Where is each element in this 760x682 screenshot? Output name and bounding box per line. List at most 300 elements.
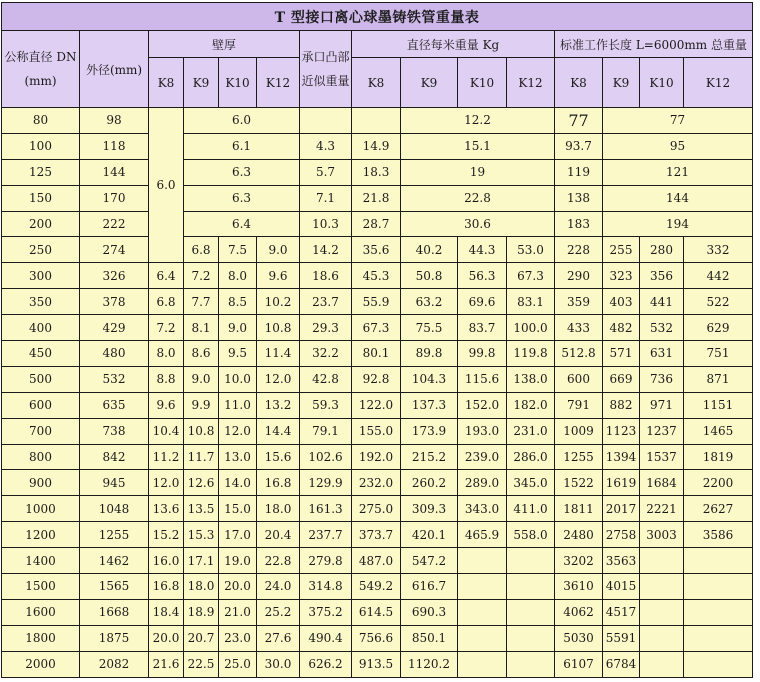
wall-common-cell: 6.3 (184, 185, 300, 211)
wall-cell: 13.5 (184, 496, 219, 522)
total-cell: 2200 (684, 470, 753, 496)
weight-cell: 343.0 (458, 496, 507, 522)
weight-common-cell: 22.8 (401, 185, 555, 211)
wall-cell: 18.0 (184, 574, 219, 600)
od-cell: 1875 (80, 625, 149, 651)
total-common-cell: 121 (603, 159, 753, 185)
total-cell: 1394 (603, 444, 640, 470)
socket-weight-cell: 490.4 (300, 625, 352, 651)
total-cell: 442 (684, 263, 753, 289)
od-cell: 1668 (80, 599, 149, 625)
weight-k8-cell: 28.7 (352, 211, 401, 237)
title-row (2, 3, 753, 31)
weight-common-cell: 15.1 (401, 133, 555, 159)
wall-cell: 7.5 (219, 237, 257, 263)
total-cell: 6107 (555, 651, 603, 677)
table-row (2, 470, 753, 496)
weight-cell: 44.3 (458, 237, 507, 263)
weight-k8-cell: 21.8 (352, 185, 401, 211)
weight-cell: 69.6 (458, 289, 507, 315)
weight-cell: 67.3 (507, 263, 555, 289)
weight-cell: 92.8 (352, 366, 401, 392)
wall-cell: 11.0 (219, 392, 257, 418)
dn-cell: 2000 (2, 651, 80, 677)
wall-cell: 15.3 (184, 522, 219, 548)
socket-weight-cell: 32.2 (300, 341, 352, 367)
table-row (2, 548, 753, 574)
total-cell: 1465 (684, 418, 753, 444)
table-row (2, 625, 753, 651)
weight-cell (507, 651, 555, 677)
total-cell (640, 651, 684, 677)
total-cell: 532 (640, 315, 684, 341)
table-row (2, 599, 753, 625)
wall-cell: 11.2 (149, 444, 184, 470)
total-cell (684, 574, 753, 600)
od-cell: 118 (80, 133, 149, 159)
table-row (2, 185, 753, 211)
dn-header: 公称直径 DN (mm) (2, 31, 80, 108)
weight-cell: 193.0 (458, 418, 507, 444)
weight-cell: 547.2 (401, 548, 458, 574)
wall-cell: 10.8 (257, 315, 300, 341)
total-k8-cell: 119 (555, 159, 603, 185)
total-cell: 1684 (640, 470, 684, 496)
od-cell: 222 (80, 211, 149, 237)
total-cell: 2480 (555, 522, 603, 548)
total-cell: 5591 (603, 625, 640, 651)
weight-cell: 83.7 (458, 315, 507, 341)
wall-cell: 10.8 (184, 418, 219, 444)
od-cell: 98 (80, 108, 149, 134)
weight-common-cell: 30.6 (401, 211, 555, 237)
table-row (2, 574, 753, 600)
socket-weight-cell: 29.3 (300, 315, 352, 341)
total-cell: 228 (555, 237, 603, 263)
wall-cell: 15.6 (257, 444, 300, 470)
weight-common-cell: 19 (401, 159, 555, 185)
pipe-weight-table (1, 2, 753, 678)
wall-class-k9: K9 (184, 58, 219, 108)
total-cell: 1123 (603, 418, 640, 444)
wall-cell: 7.7 (184, 289, 219, 315)
total-cell: 6784 (603, 651, 640, 677)
od-cell: 2082 (80, 651, 149, 677)
dn-cell: 1800 (2, 625, 80, 651)
dn-cell: 150 (2, 185, 80, 211)
weight-cell: 152.0 (458, 392, 507, 418)
total-cell: 571 (603, 341, 640, 367)
wall-cell: 21.6 (149, 651, 184, 677)
wall-cell: 8.1 (184, 315, 219, 341)
wall-cell: 14.0 (219, 470, 257, 496)
total-cell: 3610 (555, 574, 603, 600)
wall-cell: 9.0 (184, 366, 219, 392)
od-cell: 326 (80, 263, 149, 289)
dn-cell: 250 (2, 237, 80, 263)
od-cell: 429 (80, 315, 149, 341)
wall-cell: 9.0 (219, 315, 257, 341)
socket-weight-cell: 237.7 (300, 522, 352, 548)
weight-cell: 850.1 (401, 625, 458, 651)
od-cell: 532 (80, 366, 149, 392)
total-cell: 512.8 (555, 341, 603, 367)
dn-cell: 1600 (2, 599, 80, 625)
dn-cell: 1200 (2, 522, 80, 548)
wall-cell: 20.0 (149, 625, 184, 651)
od-cell: 480 (80, 341, 149, 367)
dn-cell: 400 (2, 315, 80, 341)
total-cell: 482 (603, 315, 640, 341)
total-cell: 882 (603, 392, 640, 418)
weight-cell: 83.1 (507, 289, 555, 315)
weight-cell (458, 574, 507, 600)
total-cell: 403 (603, 289, 640, 315)
weight-cell: 53.0 (507, 237, 555, 263)
table-row (2, 108, 753, 134)
dn-cell: 800 (2, 444, 80, 470)
weight-cell: 63.2 (401, 289, 458, 315)
wall-cell: 6.8 (149, 289, 184, 315)
od-cell: 1255 (80, 522, 149, 548)
total-cell: 433 (555, 315, 603, 341)
total-k8-cell: 77 (555, 108, 603, 134)
weight-cell: 1120.2 (401, 651, 458, 677)
weight-cell: 690.3 (401, 599, 458, 625)
socket-weight-cell: 59.3 (300, 392, 352, 418)
wall-cell: 6.8 (184, 237, 219, 263)
od-cell: 274 (80, 237, 149, 263)
total-cell: 4015 (603, 574, 640, 600)
total-cell: 2221 (640, 496, 684, 522)
table-row (2, 263, 753, 289)
wall-common-cell: 6.3 (184, 159, 300, 185)
total-cell: 441 (640, 289, 684, 315)
weight-cell: 45.3 (352, 263, 401, 289)
total-cell: 600 (555, 366, 603, 392)
table-row (2, 211, 753, 237)
od-header: 外径(mm) (80, 31, 149, 108)
table-row (2, 392, 753, 418)
table-row (2, 237, 753, 263)
wall-cell: 17.0 (219, 522, 257, 548)
weight-cell (507, 625, 555, 651)
weight-k8-cell: 14.9 (352, 133, 401, 159)
od-cell: 378 (80, 289, 149, 315)
weight-cell (458, 548, 507, 574)
wall-cell: 18.0 (257, 496, 300, 522)
wall-cell: 20.0 (219, 574, 257, 600)
wall-cell: 10.2 (257, 289, 300, 315)
total-cell: 669 (603, 366, 640, 392)
weight-cell: 104.3 (401, 366, 458, 392)
wall-cell: 10.0 (219, 366, 257, 392)
total-cell: 871 (684, 366, 753, 392)
total-class-k9: K9 (603, 58, 640, 108)
socket-weight-cell: 7.1 (300, 185, 352, 211)
wall-cell: 25.0 (219, 651, 257, 677)
table-title: T 型接口离心球墨铸铁管重量表 (2, 3, 753, 31)
wall-cell: 30.0 (257, 651, 300, 677)
socket-weight-cell: 23.7 (300, 289, 352, 315)
weight-cell: 913.5 (352, 651, 401, 677)
wall-cell: 10.4 (149, 418, 184, 444)
wall-cell: 19.0 (219, 548, 257, 574)
total-k8-cell: 138 (555, 185, 603, 211)
weight-cell: 420.1 (401, 522, 458, 548)
weight-cell: 100.0 (507, 315, 555, 341)
dn-cell: 450 (2, 341, 80, 367)
weight-cell: 239.0 (458, 444, 507, 470)
socket-weight-cell: 375.2 (300, 599, 352, 625)
total-cell: 751 (684, 341, 753, 367)
total-cell (684, 651, 753, 677)
weight-cell: 122.0 (352, 392, 401, 418)
wall-cell: 14.4 (257, 418, 300, 444)
socket-weight-cell (300, 108, 352, 134)
wall-cell: 13.2 (257, 392, 300, 418)
total-cell (684, 599, 753, 625)
weight-cell (507, 574, 555, 600)
weight-cell: 115.6 (458, 366, 507, 392)
wall-cell: 20.7 (184, 625, 219, 651)
weight-cell: 137.3 (401, 392, 458, 418)
wall-cell: 9.9 (184, 392, 219, 418)
weight-cell: 309.3 (401, 496, 458, 522)
wall-cell: 7.2 (184, 263, 219, 289)
total-cell: 522 (684, 289, 753, 315)
socket-weight-cell: 10.3 (300, 211, 352, 237)
table-row (2, 418, 753, 444)
weight-cell: 192.0 (352, 444, 401, 470)
table-row (2, 315, 753, 341)
od-cell: 945 (80, 470, 149, 496)
total-k8-cell: 183 (555, 211, 603, 237)
weight-cell (458, 625, 507, 651)
socket-weight-cell: 79.1 (300, 418, 352, 444)
wall-cell: 24.0 (257, 574, 300, 600)
weight-cell: 182.0 (507, 392, 555, 418)
wall-class-k12: K12 (257, 58, 300, 108)
dn-cell: 80 (2, 108, 80, 134)
weight-class-k10: K10 (458, 58, 507, 108)
dn-cell: 1000 (2, 496, 80, 522)
wall-cell: 8.6 (184, 341, 219, 367)
wall-cell: 22.5 (184, 651, 219, 677)
dn-cell: 700 (2, 418, 80, 444)
wall-common-cell: 6.4 (184, 211, 300, 237)
weight-cell: 89.8 (401, 341, 458, 367)
weight-cell: 119.8 (507, 341, 555, 367)
dn-cell: 350 (2, 289, 80, 315)
socket-weight-header: 承口凸部近似重量 (300, 31, 352, 108)
weight-cell: 289.0 (458, 470, 507, 496)
weight-cell: 138.0 (507, 366, 555, 392)
table-row (2, 341, 753, 367)
socket-weight-cell: 42.8 (300, 366, 352, 392)
dn-cell: 500 (2, 366, 80, 392)
total-common-cell: 194 (603, 211, 753, 237)
total-cell: 280 (640, 237, 684, 263)
total-cell: 4062 (555, 599, 603, 625)
socket-weight-cell: 626.2 (300, 651, 352, 677)
total-cell: 3586 (684, 522, 753, 548)
weight-cell: 549.2 (352, 574, 401, 600)
wall-cell: 13.6 (149, 496, 184, 522)
wall-cell: 16.0 (149, 548, 184, 574)
weight-common-cell: 12.2 (401, 108, 555, 134)
weight-k8-cell (352, 108, 401, 134)
wall-cell: 25.2 (257, 599, 300, 625)
wall-cell: 9.5 (219, 341, 257, 367)
total-cell: 2627 (684, 496, 753, 522)
weight-cell: 345.0 (507, 470, 555, 496)
weight-cell (458, 651, 507, 677)
wall-cell: 8.0 (219, 263, 257, 289)
total-cell (684, 548, 753, 574)
wall-cell: 17.1 (184, 548, 219, 574)
wall-cell: 6.4 (149, 263, 184, 289)
weight-cell: 614.5 (352, 599, 401, 625)
total-cell: 1255 (555, 444, 603, 470)
weight-cell: 260.2 (401, 470, 458, 496)
total-cell: 2017 (603, 496, 640, 522)
per-meter-weight-header: 直径每米重量 Kg (352, 31, 555, 58)
total-common-cell: 144 (603, 185, 753, 211)
od-cell: 170 (80, 185, 149, 211)
total-cell (640, 548, 684, 574)
total-cell: 5030 (555, 625, 603, 651)
total-cell: 255 (603, 237, 640, 263)
total-cell: 356 (640, 263, 684, 289)
socket-weight-cell: 14.2 (300, 237, 352, 263)
dn-cell: 200 (2, 211, 80, 237)
total-class-k8: K8 (555, 58, 603, 108)
weight-cell: 40.2 (401, 237, 458, 263)
wall-cell: 9.0 (257, 237, 300, 263)
weight-cell: 465.9 (458, 522, 507, 548)
od-cell: 635 (80, 392, 149, 418)
total-cell: 3202 (555, 548, 603, 574)
total-cell: 1619 (603, 470, 640, 496)
weight-cell: 215.2 (401, 444, 458, 470)
total-cell: 3003 (640, 522, 684, 548)
wall-cell: 22.8 (257, 548, 300, 574)
total-cell: 1819 (684, 444, 753, 470)
total-cell: 2758 (603, 522, 640, 548)
total-cell: 4517 (603, 599, 640, 625)
dn-cell: 1400 (2, 548, 80, 574)
weight-class-k12: K12 (507, 58, 555, 108)
weight-cell: 35.6 (352, 237, 401, 263)
wall-cell: 20.4 (257, 522, 300, 548)
socket-weight-cell: 4.3 (300, 133, 352, 159)
table-body (2, 3, 753, 678)
total-cell: 1009 (555, 418, 603, 444)
od-cell: 738 (80, 418, 149, 444)
total-cell: 290 (555, 263, 603, 289)
dn-cell: 900 (2, 470, 80, 496)
weight-cell: 286.0 (507, 444, 555, 470)
wall-cell: 12.6 (184, 470, 219, 496)
total-cell (640, 574, 684, 600)
weight-cell: 155.0 (352, 418, 401, 444)
weight-cell: 487.0 (352, 548, 401, 574)
total-cell: 323 (603, 263, 640, 289)
weight-class-k9: K9 (401, 58, 458, 108)
weight-cell: 80.1 (352, 341, 401, 367)
od-cell: 1048 (80, 496, 149, 522)
table-row (2, 133, 753, 159)
table-row (2, 159, 753, 185)
weight-cell: 99.8 (458, 341, 507, 367)
total-cell (640, 625, 684, 651)
wall-cell: 15.0 (219, 496, 257, 522)
total-k8-cell: 93.7 (555, 133, 603, 159)
total-cell: 971 (640, 392, 684, 418)
dn-cell: 600 (2, 392, 80, 418)
total-cell: 3563 (603, 548, 640, 574)
weight-cell (458, 599, 507, 625)
total-cell: 1811 (555, 496, 603, 522)
socket-weight-cell: 5.7 (300, 159, 352, 185)
weight-cell: 231.0 (507, 418, 555, 444)
wall-cell: 27.6 (257, 625, 300, 651)
header-row-1 (2, 31, 753, 58)
socket-weight-cell: 279.8 (300, 548, 352, 574)
weight-cell: 373.7 (352, 522, 401, 548)
weight-cell (507, 599, 555, 625)
total-weight-header: 标准工作长度 L=6000mm 总重量 (555, 31, 753, 58)
table-row (2, 522, 753, 548)
wall-cell: 9.6 (149, 392, 184, 418)
total-cell: 631 (640, 341, 684, 367)
wall-cell: 9.6 (257, 263, 300, 289)
total-cell: 332 (684, 237, 753, 263)
od-cell: 842 (80, 444, 149, 470)
weight-cell: 50.8 (401, 263, 458, 289)
total-cell (640, 599, 684, 625)
total-class-k12: K12 (684, 58, 753, 108)
wall-cell: 7.2 (149, 315, 184, 341)
wall-cell: 18.9 (184, 599, 219, 625)
dn-cell: 300 (2, 263, 80, 289)
socket-weight-cell: 102.6 (300, 444, 352, 470)
dn-cell: 1500 (2, 574, 80, 600)
total-cell: 359 (555, 289, 603, 315)
wall-cell: 16.8 (257, 470, 300, 496)
weight-k8-cell: 18.3 (352, 159, 401, 185)
weight-cell: 558.0 (507, 522, 555, 548)
total-cell: 629 (684, 315, 753, 341)
weight-class-k8: K8 (352, 58, 401, 108)
od-cell: 144 (80, 159, 149, 185)
weight-cell: 173.9 (401, 418, 458, 444)
dn-cell: 100 (2, 133, 80, 159)
wall-cell: 15.2 (149, 522, 184, 548)
wall-cell: 12.0 (257, 366, 300, 392)
total-cell (684, 625, 753, 651)
wall-cell: 16.8 (149, 574, 184, 600)
wall-cell: 11.4 (257, 341, 300, 367)
wall-common-cell: 6.0 (184, 108, 300, 134)
total-common-cell: 77 (603, 108, 753, 134)
wall-k8-merged-cell: 6.0 (149, 108, 184, 263)
wall-cell: 11.7 (184, 444, 219, 470)
weight-cell: 411.0 (507, 496, 555, 522)
weight-cell (507, 548, 555, 574)
total-cell: 791 (555, 392, 603, 418)
